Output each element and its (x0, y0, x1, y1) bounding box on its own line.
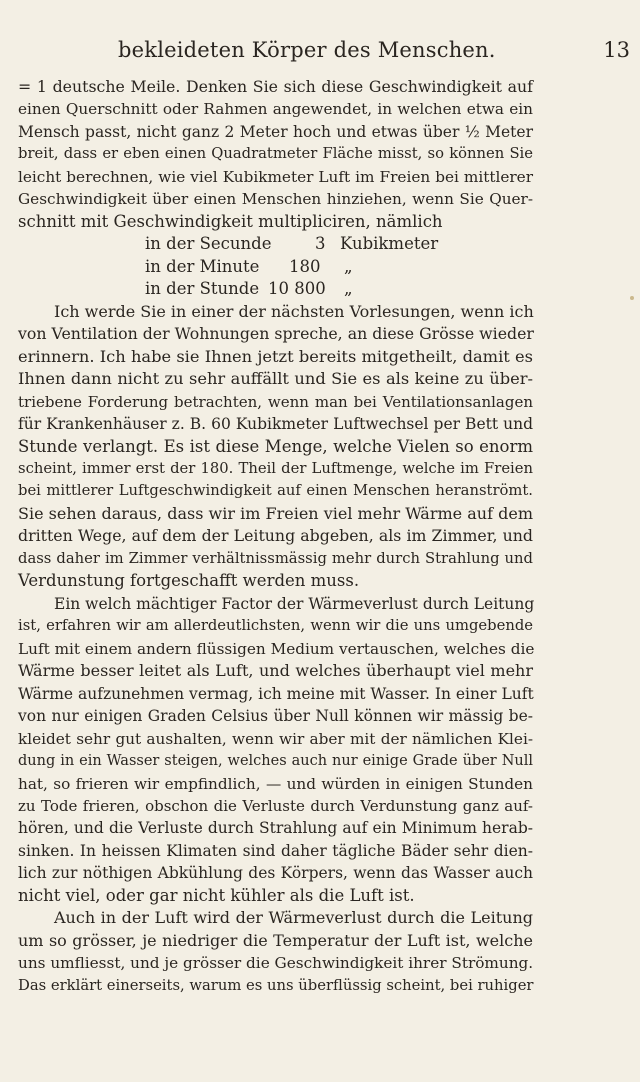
text-line: breit, dass er eben einen Quadratmeter Fläche misst, so können Sie (18, 145, 533, 163)
page-number: 13 (603, 38, 630, 62)
text-line: hat, so frieren wir empfindlich, — und würden in einigen Stunden (18, 774, 533, 793)
text-line: hören, und die Verluste durch Strahlung auf ein Minimum herab- (18, 819, 533, 838)
text-line: sinken. In heissen Klimaten sind daher tägliche Bäder sehr dien- (18, 841, 533, 860)
text-line: schnitt mit Geschwindigkeit multipliciren, nämlich (18, 211, 443, 231)
text-line: Wärme besser leitet als Luft, und welches überhaupt viel mehr (18, 661, 533, 681)
text-line: Ich werde Sie in einer der nächsten Vorlesungen, wenn ich (54, 301, 534, 321)
row-label: in der Secunde (145, 234, 272, 254)
paragraph-2 (18, 301, 533, 593)
row-value: 3 (315, 234, 326, 254)
text-line: ist, erfahren wir am allerdeutlichsten, wenn wir die uns umgebende (18, 617, 533, 635)
text-line: Ihnen dann nicht zu sehr auffällt und Sie es als keine zu über- (18, 369, 533, 389)
row-unit: Kubikmeter (340, 234, 439, 254)
paragraph-1 (18, 76, 533, 233)
table-row (18, 278, 533, 300)
text-line: triebene Forderung betrachten, wenn man bei Ventilationsanlagen (18, 392, 533, 411)
text-line: dass daher im Zimmer verhältnissmässig mehr durch Strahlung und (18, 549, 533, 567)
text-line: nicht viel, oder gar nicht kühler als die Luft ist. (18, 885, 415, 905)
text-line: bei mittlerer Luftgeschwindigkeit auf einen Menschen heranströmt. (18, 482, 533, 500)
text-line: Auch in der Luft wird der Wärmeverlust durch die Leitung (54, 908, 533, 928)
text-line: uns umfliesst, und je grösser die Geschwindigkeit ihrer Strömung. (18, 954, 534, 973)
text-line: Luft mit einem andern flüssigen Medium vertauschen, welches die (18, 639, 535, 658)
text-line: = 1 deutsche Meile. Denken Sie sich diese Geschwindigkeit auf (18, 77, 533, 96)
paragraph-3 (18, 593, 533, 908)
running-head: bekleideten Körper des Menschen. (118, 38, 496, 62)
text-line: dritten Wege, auf dem der Leitung abgeben, als im Zimmer, und (18, 526, 533, 546)
text-line: kleidet sehr gut aushalten, wenn wir aber mit der nämlichen Klei- (18, 729, 533, 748)
text-line: Sie sehen daraus, dass wir im Freien viel mehr Wärme auf dem (18, 503, 533, 523)
text-line: von nur einigen Graden Celsius über Null können wir mässig be- (18, 707, 533, 726)
table-row (18, 233, 533, 255)
text-line: Wärme aufzunehmen vermag, ich meine mit Wasser. In einer Luft (18, 684, 534, 703)
row-value: 180 (289, 256, 321, 276)
row-unit: „ (344, 279, 353, 299)
paper-stain (630, 296, 634, 300)
text-line: scheint, immer erst der 180. Theil der Luftmenge, welche im Freien (18, 459, 533, 477)
page-header (18, 38, 630, 68)
row-label: in der Stunde (145, 279, 260, 299)
body-text (18, 76, 533, 997)
text-line: Mensch passt, nicht ganz 2 Meter hoch und etwas über ½ Meter (18, 122, 533, 141)
text-line: einen Querschnitt oder Rahmen angewendet, in welchen etwa ein (18, 100, 533, 119)
row-label: in der Minute (145, 256, 260, 276)
text-line: Ein welch mächtiger Factor der Wärmeverlust durch Leitung (54, 594, 535, 613)
table-row (18, 256, 533, 278)
text-line: Verdunstung fortgeschafft werden muss. (18, 571, 360, 591)
text-line: Geschwindigkeit über einen Menschen hinziehen, wenn Sie Quer- (18, 190, 533, 209)
text-line: Stunde verlangt. Es ist diese Menge, welche Vielen so enorm (18, 436, 533, 456)
row-unit: „ (344, 256, 353, 276)
row-value: 10 800 (268, 279, 326, 299)
text-line: von Ventilation der Wohnungen spreche, an diese Grösse wieder (18, 324, 534, 344)
air-volume-table (18, 233, 533, 300)
text-line: erinnern. Ich habe sie Ihnen jetzt bereits mitgetheilt, damit es (18, 346, 533, 366)
paragraph-4 (18, 907, 533, 997)
text-line: dung in ein Wasser steigen, welches auch nur einige Grade über Null (18, 753, 533, 770)
text-line: um so grösser, je niedriger die Temperatur der Luft ist, welche (18, 930, 533, 950)
text-line: Das erklärt einerseits, warum es uns überflüssig scheint, bei ruhiger (18, 976, 534, 994)
text-line: lich zur nöthigen Abkühlung des Körpers, wenn das Wasser auch (18, 864, 533, 883)
text-line: leicht berechnen, wie viel Kubikmeter Luft im Freien bei mittlerer (18, 167, 533, 186)
text-line: zu Tode frieren, obschon die Verluste durch Verdunstung ganz auf- (18, 797, 533, 815)
text-line: für Krankenhäuser z. B. 60 Kubikmeter Luftwechsel per Bett und (18, 415, 533, 434)
